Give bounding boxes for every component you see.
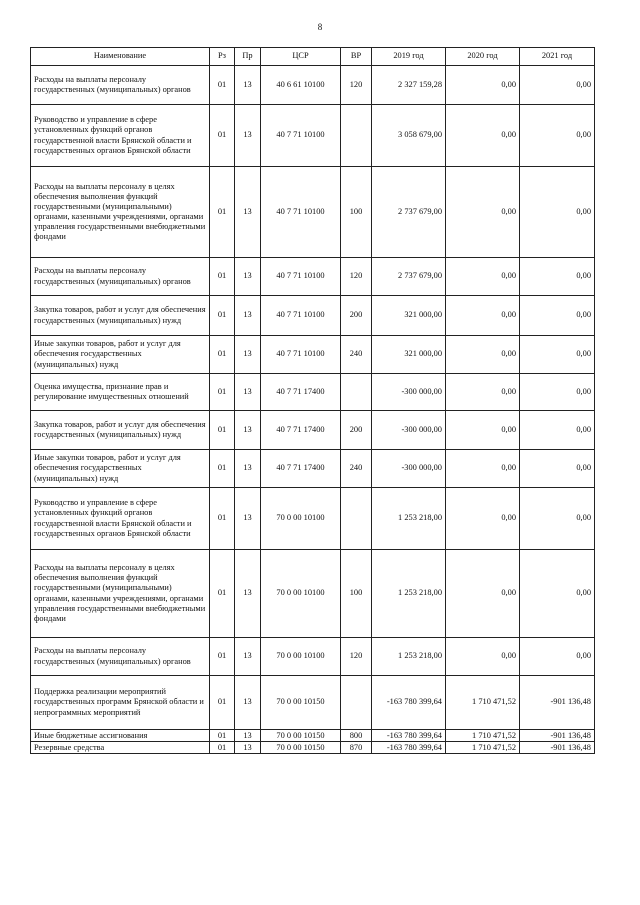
row-rz: 01 — [210, 550, 235, 638]
row-2019: 2 737 679,00 — [372, 258, 446, 296]
row-rz: 01 — [210, 730, 235, 742]
row-2021: 0,00 — [520, 66, 595, 105]
table-row — [31, 730, 595, 742]
row-2020: 0,00 — [446, 488, 520, 550]
row-vr: 800 — [341, 730, 372, 742]
row-csr: 40 7 71 10100 — [261, 167, 341, 258]
row-pr: 13 — [235, 167, 261, 258]
row-name: Расходы на выплаты персоналу государственных (муниципальных) органов — [31, 66, 210, 105]
row-rz: 01 — [210, 638, 235, 676]
row-2019: 321 000,00 — [372, 336, 446, 374]
row-2021: 0,00 — [520, 336, 595, 374]
row-2019: -163 780 399,64 — [372, 730, 446, 742]
row-rz: 01 — [210, 66, 235, 105]
row-2020: 0,00 — [446, 167, 520, 258]
row-pr: 13 — [235, 411, 261, 450]
row-pr: 13 — [235, 488, 261, 550]
row-2021: 0,00 — [520, 105, 595, 167]
row-vr — [341, 676, 372, 730]
table-row — [31, 105, 595, 167]
table-row — [31, 742, 595, 754]
row-2021: 0,00 — [520, 167, 595, 258]
row-name: Иные закупки товаров, работ и услуг для обеспечения государственных (муниципальных) нужд — [31, 450, 210, 488]
row-name: Расходы на выплаты персоналу государственных (муниципальных) органов — [31, 258, 210, 296]
row-2021: 0,00 — [520, 374, 595, 411]
table-row — [31, 167, 595, 258]
row-vr: 870 — [341, 742, 372, 754]
row-2019: -300 000,00 — [372, 374, 446, 411]
header-row — [31, 48, 595, 66]
row-2020: 0,00 — [446, 258, 520, 296]
row-csr: 40 7 71 10100 — [261, 258, 341, 296]
row-csr: 70 0 00 10150 — [261, 730, 341, 742]
row-rz: 01 — [210, 450, 235, 488]
row-pr: 13 — [235, 258, 261, 296]
row-pr: 13 — [235, 105, 261, 167]
table-row — [31, 336, 595, 374]
row-vr: 120 — [341, 638, 372, 676]
row-2019: 1 253 218,00 — [372, 638, 446, 676]
row-2021: -901 136,48 — [520, 730, 595, 742]
row-csr: 40 7 71 10100 — [261, 296, 341, 336]
row-pr: 13 — [235, 66, 261, 105]
header-2020: 2020 год — [446, 48, 520, 66]
row-2020: 0,00 — [446, 66, 520, 105]
row-name: Иные бюджетные ассигнования — [31, 730, 210, 742]
row-csr: 70 0 00 10100 — [261, 488, 341, 550]
row-2021: 0,00 — [520, 450, 595, 488]
row-csr: 40 7 71 17400 — [261, 411, 341, 450]
header-2021: 2021 год — [520, 48, 595, 66]
row-csr: 40 7 71 10100 — [261, 105, 341, 167]
row-2021: 0,00 — [520, 638, 595, 676]
row-2021: -901 136,48 — [520, 742, 595, 754]
row-csr: 70 0 00 10100 — [261, 638, 341, 676]
row-2019: 321 000,00 — [372, 296, 446, 336]
row-vr: 100 — [341, 167, 372, 258]
row-2020: 1 710 471,52 — [446, 742, 520, 754]
row-vr: 120 — [341, 66, 372, 105]
row-2020: 0,00 — [446, 105, 520, 167]
row-2019: 3 058 679,00 — [372, 105, 446, 167]
row-2020: 0,00 — [446, 411, 520, 450]
row-rz: 01 — [210, 742, 235, 754]
row-rz: 01 — [210, 105, 235, 167]
row-pr: 13 — [235, 374, 261, 411]
header-vr: ВР — [341, 48, 372, 66]
row-csr: 70 0 00 10150 — [261, 676, 341, 730]
row-csr: 40 7 71 10100 — [261, 336, 341, 374]
row-vr — [341, 374, 372, 411]
row-pr: 13 — [235, 638, 261, 676]
row-pr: 13 — [235, 296, 261, 336]
row-pr: 13 — [235, 450, 261, 488]
row-2020: 1 710 471,52 — [446, 730, 520, 742]
row-name: Резервные средства — [31, 742, 210, 754]
row-vr — [341, 488, 372, 550]
header-name: Наименование — [31, 48, 210, 66]
row-rz: 01 — [210, 258, 235, 296]
table-row — [31, 488, 595, 550]
row-2019: 2 737 679,00 — [372, 167, 446, 258]
page-number: 8 — [317, 22, 323, 32]
row-rz: 01 — [210, 167, 235, 258]
table-row — [31, 258, 595, 296]
row-2019: -300 000,00 — [372, 450, 446, 488]
row-vr: 200 — [341, 411, 372, 450]
row-2021: 0,00 — [520, 488, 595, 550]
row-2020: 0,00 — [446, 336, 520, 374]
row-2021: -901 136,48 — [520, 676, 595, 730]
row-pr: 13 — [235, 336, 261, 374]
table-row — [31, 66, 595, 105]
table-row — [31, 550, 595, 638]
header-csr: ЦСР — [261, 48, 341, 66]
row-vr: 200 — [341, 296, 372, 336]
row-name: Руководство и управление в сфере установленных функций органов государственной власти Брянской области и государственных органов Брянской области — [31, 488, 210, 550]
row-vr: 240 — [341, 336, 372, 374]
row-2020: 0,00 — [446, 550, 520, 638]
row-2019: -163 780 399,64 — [372, 742, 446, 754]
row-name: Оценка имущества, признание прав и регулирование имущественных отношений — [31, 374, 210, 411]
header-pr: Пр — [235, 48, 261, 66]
row-vr: 100 — [341, 550, 372, 638]
row-2021: 0,00 — [520, 550, 595, 638]
row-2019: 2 327 159,28 — [372, 66, 446, 105]
row-name: Расходы на выплаты персоналу в целях обеспечения выполнения функций государственными (муниципальными) органами, казенными учреждениями, органами управления государственными внебюджетными фондами — [31, 167, 210, 258]
row-2019: -300 000,00 — [372, 411, 446, 450]
row-rz: 01 — [210, 374, 235, 411]
row-name: Закупка товаров, работ и услуг для обеспечения государственных (муниципальных) нужд — [31, 411, 210, 450]
row-rz: 01 — [210, 296, 235, 336]
row-2020: 0,00 — [446, 296, 520, 336]
row-rz: 01 — [210, 411, 235, 450]
table-row — [31, 638, 595, 676]
table-row — [31, 296, 595, 336]
row-2021: 0,00 — [520, 411, 595, 450]
header-2019: 2019 год — [372, 48, 446, 66]
table-row — [31, 676, 595, 730]
header-rz: Рз — [210, 48, 235, 66]
row-rz: 01 — [210, 488, 235, 550]
row-pr: 13 — [235, 742, 261, 754]
row-csr: 70 0 00 10100 — [261, 550, 341, 638]
row-2019: -163 780 399,64 — [372, 676, 446, 730]
row-csr: 40 6 61 10100 — [261, 66, 341, 105]
table-row — [31, 411, 595, 450]
row-vr: 240 — [341, 450, 372, 488]
row-2020: 0,00 — [446, 450, 520, 488]
table-row — [31, 450, 595, 488]
row-2020: 0,00 — [446, 638, 520, 676]
row-2019: 1 253 218,00 — [372, 550, 446, 638]
row-2020: 0,00 — [446, 374, 520, 411]
row-name: Расходы на выплаты персоналу в целях обеспечения выполнения функций государственными (муниципальными) органами, казенными учреждениями, органами управления государственными внебюджетными фондами — [31, 550, 210, 638]
row-name: Руководство и управление в сфере установленных функций органов государственной власти Брянской области и государственных органов Брянской области — [31, 105, 210, 167]
row-csr: 40 7 71 17400 — [261, 450, 341, 488]
row-name: Поддержка реализации мероприятий государственных программ Брянской области и непрограммных мероприятий — [31, 676, 210, 730]
row-2021: 0,00 — [520, 296, 595, 336]
row-rz: 01 — [210, 676, 235, 730]
row-pr: 13 — [235, 550, 261, 638]
row-rz: 01 — [210, 336, 235, 374]
row-2020: 1 710 471,52 — [446, 676, 520, 730]
row-vr: 120 — [341, 258, 372, 296]
row-pr: 13 — [235, 676, 261, 730]
row-csr: 40 7 71 17400 — [261, 374, 341, 411]
row-vr — [341, 105, 372, 167]
budget-table — [30, 47, 595, 754]
row-2021: 0,00 — [520, 258, 595, 296]
row-pr: 13 — [235, 730, 261, 742]
row-name: Закупка товаров, работ и услуг для обеспечения государственных (муниципальных) нужд — [31, 296, 210, 336]
table-row — [31, 374, 595, 411]
row-name: Расходы на выплаты персоналу государственных (муниципальных) органов — [31, 638, 210, 676]
row-csr: 70 0 00 10150 — [261, 742, 341, 754]
row-2019: 1 253 218,00 — [372, 488, 446, 550]
row-name: Иные закупки товаров, работ и услуг для обеспечения государственных (муниципальных) нужд — [31, 336, 210, 374]
